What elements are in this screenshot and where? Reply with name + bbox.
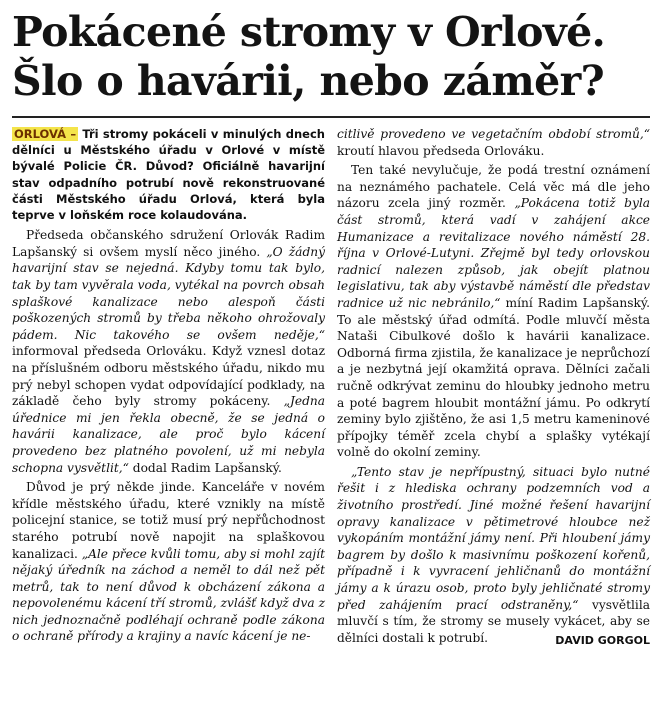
body-text: Předseda občanského sdružení Orlovák Radim Lapšanský si ovšem myslí něco jiného. xyxy=(12,228,325,259)
lead-text: Tři stromy pokáceli v minulých dnech dělníci u Městského úřadu v Orlové v místě bývalé Policie ČR. Důvod? Oficiálně havarijní stav odpadního potrubí nově rekonstruované části Městského úřadu Orlová, která byla teprve v loňském roce kolaudována. xyxy=(12,127,325,223)
quote-text: „Ale přece kvůli tomu, aby si mohl zajít nějaký úředník na záchod a neměl to dál než pět metrů, tak to není důvod k obcházení zákona a nepovolenému kácení tří stromů, zvlášť když dva z nich jednoznačně podléhají ochraně podle zákona o ochraně přírody a krajiny a navíc kácení je ne- xyxy=(12,546,325,644)
body-paragraph xyxy=(337,464,650,647)
body-paragraph xyxy=(12,479,325,645)
article-columns xyxy=(12,126,650,650)
body-paragraph xyxy=(337,126,650,159)
headline-line-1: Pokácené stromy v Orlové. xyxy=(12,8,606,56)
body-paragraph xyxy=(12,227,325,476)
headline-line-2: Šlo o havárii, nebo záměr? xyxy=(12,57,605,105)
body-text: informoval předseda Orlováku. Když vznesl dotaz na příslušném odboru městského úřadu, nikdo mu prý nebyl schopen vydat odpovídající podklady, na základě čeho byly stromy pokáceny. xyxy=(12,344,325,409)
body-text: Ten také nevylučuje, že podá trestní oznámení na neznámého pachatele. Celá věc má dle jeho názoru zcela jiný rozměr. xyxy=(337,163,650,211)
body-text: vysvětlila mluvčí s tím, že stromy se musely vykácet, aby se dělníci dostali k potrubí. xyxy=(337,597,650,645)
column-right xyxy=(337,126,650,650)
body-text: Důvod je prý někde jinde. Kanceláře v novém křídle městského úřadu, které vznikly na místě policejní stanice, se totiž musí prý nepřůchodnost starého potrubí nově napojit na splaškovou kanalizaci. xyxy=(12,480,325,561)
body-text: míní Radim Lapšanský. To ale městský úřad odmítá. Podle mluvčí města Nataši Cibulkové došlo k havárii kanalizace. Odborná firma zjistila, že kanalizace je neprůchozí a je nezbytná její okamžitá oprava. Dělníci začali ručně odkrývat zeminu do hloubky jednoho metru a poté bagrem hloubit montážní jámu. Po odkrytí zeminy bylo zjištěno, že asi 1,5 metru kameninové přípojky téměř zcela chybí a splašky vytékají volně do okolní zeminy. xyxy=(337,295,650,460)
headline-rule xyxy=(12,116,650,118)
quote-text: „O žádný havarijní stav se nejedná. Kdyby tomu tak bylo, tak by tam vyvěrala voda, vytékal na povrch obsah splaškové kanalizace nebo alespoň části poškozených stromů by třeba někoho ohrožovaly pádem. Nic takového se ovšem neděje,“ xyxy=(12,244,325,342)
quote-text: „Jedna úřednice mi jen řekla obecně, že se jedná o havárii kanalizace, ale proč bylo kácení provedeno bez platného povolení, už mi nebyla schopna vysvětlit,“ xyxy=(12,394,325,475)
body-text: dodal Radim Lapšanský. xyxy=(128,460,282,475)
author-byline: DAVID GORGOL xyxy=(555,634,650,648)
quote-text: „Tento stav je nepřípustný, situaci bylo nutné řešit i z hlediska ochrany podzemních vod a životního prostředí. Jiné možné řešení havarijní opravy kanalizace v pětimetrové hloubce než vykopáním montážní jámy není. Při hloubení jámy bagrem by došlo k masivnímu poškození kořenů, případně i k vyvracení jehličnanů do montážní jámy a k úrazu osob, proto byly jehličnaté stromy před zahájením prací odstraněny,“ xyxy=(337,464,650,612)
quote-text: citlivě provedeno ve vegetačním období stromů,“ xyxy=(337,127,650,141)
headline xyxy=(12,8,650,106)
column-left xyxy=(12,126,325,650)
body-paragraph xyxy=(337,162,650,461)
lead-paragraph xyxy=(12,126,325,223)
dateline-place: ORLOVÁ – xyxy=(14,127,77,141)
body-text: kroutí hlavou předseda Orlováku. xyxy=(337,143,545,158)
quote-text: „Pokácena totiž byla část stromů, která vadí v zahájení akce Humanizace a revitalizace nového náměstí 28. října v Orlové-Lutyni. Zřejmě byl tedy orlovskou radnicí nalezen způsob, jak obejít platnou legislativu, tak aby výstavbě náměstí dle představ radnice už nic nebránilo,“ xyxy=(337,196,650,310)
